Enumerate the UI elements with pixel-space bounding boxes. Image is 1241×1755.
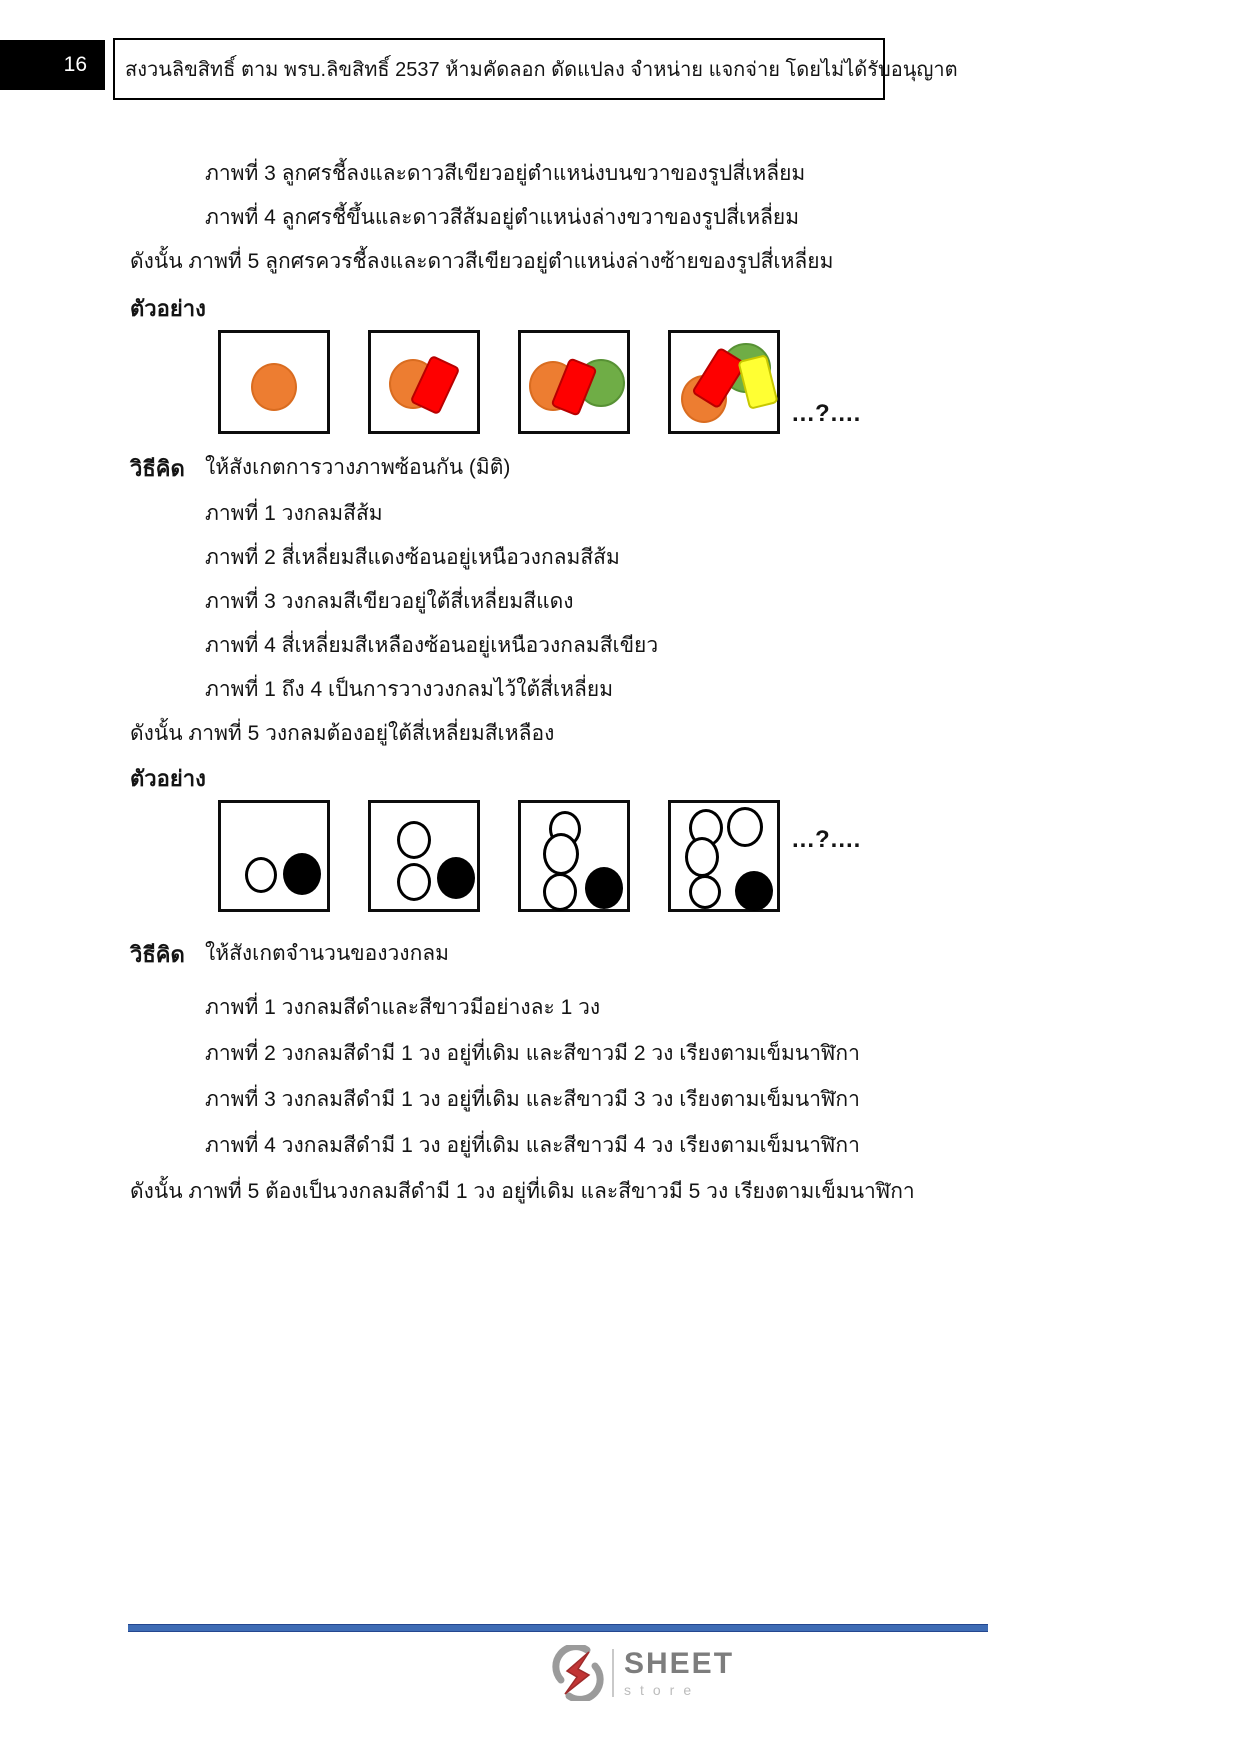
method-step: ภาพที่ 3 วงกลมสีเขียวอยู่ใต้สี่เหลี่ยมสีแดง	[205, 590, 574, 613]
answer-placeholder: ...?....	[792, 400, 862, 427]
brand-divider	[612, 1649, 614, 1697]
white-circle	[397, 863, 431, 901]
black-circle	[585, 867, 623, 909]
method-conclusion: ดังนั้น ภาพที่ 5 ต้องเป็นวงกลมสีดำมี 1 วง อยู่ที่เดิม และสีขาวมี 5 วง เรียงตามเข็มนาฬิกา	[130, 1180, 915, 1203]
example-heading: ตัวอย่าง	[130, 296, 206, 321]
method-intro: ให้สังเกตการวางภาพซ้อนกัน (มิติ)	[205, 456, 511, 479]
solution-conclusion: ดังนั้น ภาพที่ 5 ลูกศรควรชี้ลงและดาวสีเขียวอยู่ตำแหน่งล่างซ้ายของรูปสี่เหลี่ยม	[130, 250, 834, 273]
method-intro: ให้สังเกตจำนวนของวงกลม	[205, 942, 449, 965]
method-step: ภาพที่ 2 สี่เหลี่ยมสีแดงซ้อนอยู่เหนือวงกลมสีส้ม	[205, 546, 620, 569]
method-step: ภาพที่ 2 วงกลมสีดำมี 1 วง อยู่ที่เดิม และสีขาวมี 2 วง เรียงตามเข็มนาฬิกา	[205, 1042, 860, 1065]
pattern-box-1	[218, 800, 330, 912]
method-step: ภาพที่ 4 สี่เหลี่ยมสีเหลืองซ้อนอยู่เหนือวงกลมสีเขียว	[205, 634, 659, 657]
brand-subtitle: store	[624, 1682, 701, 1698]
orange-circle	[251, 363, 297, 411]
pattern-box-1	[218, 330, 330, 434]
method-step: ภาพที่ 1 วงกลมสีส้ม	[205, 502, 383, 525]
solution-line: ภาพที่ 3 ลูกศรชี้ลงและดาวสีเขียวอยู่ตำแหน่งบนขวาของรูปสี่เหลี่ยม	[205, 162, 806, 185]
white-circle	[543, 833, 579, 875]
method-step: ภาพที่ 1 วงกลมสีดำและสีขาวมีอย่างละ 1 วง	[205, 996, 601, 1019]
example-heading: ตัวอย่าง	[130, 766, 206, 791]
method-heading: วิธีคิด	[130, 942, 185, 967]
answer-placeholder: ...?....	[792, 826, 862, 853]
white-circle	[245, 857, 277, 893]
white-circle	[397, 821, 431, 859]
white-circle	[685, 837, 719, 877]
white-circle	[543, 873, 577, 911]
white-circle	[727, 807, 763, 847]
brand-name: SHEET	[624, 1647, 735, 1680]
page-number: 16	[63, 53, 87, 76]
method-step: ภาพที่ 4 วงกลมสีดำมี 1 วง อยู่ที่เดิม และสีขาวมี 4 วง เรียงตามเข็มนาฬิกา	[205, 1134, 860, 1157]
brand-logo	[552, 1645, 734, 1701]
method-conclusion: ดังนั้น ภาพที่ 5 วงกลมต้องอยู่ใต้สี่เหลี่ยมสีเหลือง	[130, 722, 555, 745]
pattern-box-2	[368, 330, 480, 434]
black-circle	[735, 871, 773, 911]
black-circle	[437, 857, 475, 899]
footer-divider-line	[128, 1624, 988, 1632]
copyright-box	[113, 38, 958, 100]
sheet-logo-icon	[552, 1645, 604, 1701]
pattern-box-3	[518, 330, 630, 434]
page-number-box	[0, 40, 105, 90]
copyright-text: สงวนลิขสิทธิ์ ตาม พรบ.ลิขสิทธิ์ 2537 ห้ามคัดลอก ดัดแปลง จำหน่าย แจกจ่าย โดยไม่ได้รับอนุญาต	[125, 59, 958, 81]
solution-line: ภาพที่ 4 ลูกศรชี้ขึ้นและดาวสีส้มอยู่ตำแหน่งล่างขวาของรูปสี่เหลี่ยม	[205, 206, 800, 229]
yellow-square	[737, 354, 778, 410]
pattern-box-3	[518, 800, 630, 912]
black-circle	[283, 853, 321, 895]
method-step: ภาพที่ 1 ถึง 4 เป็นการวางวงกลมไว้ใต้สี่เหลี่ยม	[205, 678, 614, 701]
pattern-box-4	[668, 330, 780, 434]
method-step: ภาพที่ 3 วงกลมสีดำมี 1 วง อยู่ที่เดิม และสีขาวมี 3 วง เรียงตามเข็มนาฬิกา	[205, 1088, 860, 1111]
pattern-box-4	[668, 800, 780, 912]
white-circle	[689, 875, 721, 909]
pattern-box-2	[368, 800, 480, 912]
method-heading: วิธีคิด	[130, 456, 185, 481]
